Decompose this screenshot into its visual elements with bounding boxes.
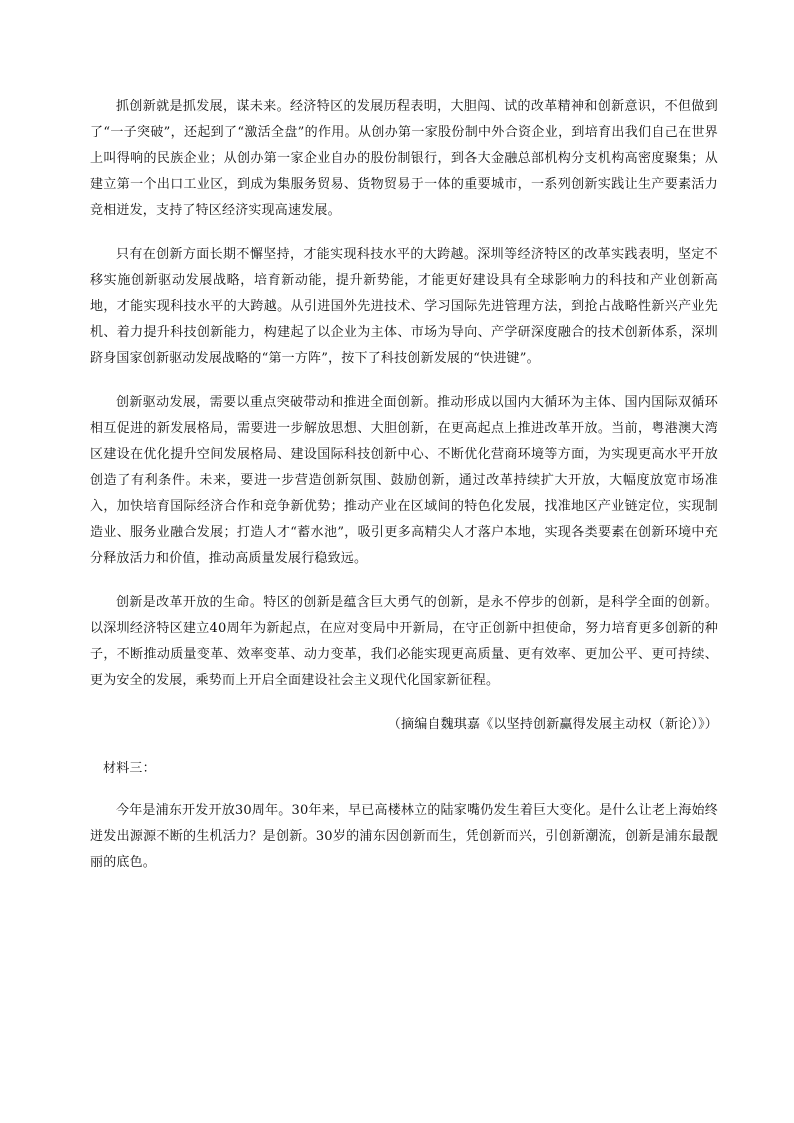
paragraph-1: 抓创新就是抓发展，谋未来。经济特区的发展历程表明，大胆闯、试的改革精神和创新意识，不但做到了“一子突破”，还起到了“激活全盘”的作用。从创办第一家股份制中外合资企业，到培育出我们自己在世界上叫得响的民族企业；从创办第一家企业自办的股份制银行，到各大金融总部机构分支机构高密度聚集；从建立第一个出口工业区，到成为集服务贸易、货物贸易于一体的重要城市，一系列创新实践让生产要素活力竞相迸发，支持了特区经济实现高速发展。 [90, 99, 718, 218]
paragraph-3: 创新驱动发展，需要以重点突破带动和推进全面创新。推动形成以国内大循环为主体、国内国际双循环相互促进的新发展格局，需要进一步解放思想、大胆创新，在更高起点上推进改革开放。当前，粤港澳大湾区建设在优化提升空间发展格局、建设国际科技创新中心、不断优化营商环境等方面，为实现更高水平开放创造了有利条件。未来，要进一步营造创新氛围、鼓励创新，通过改革持续扩大开放，大幅度放宽市场准入，加快培育国际经济合作和竞争新优势；推动产业在区域间的特色化发展，找准地区产业链定位，实现制造业、服务业融合发展；打造人才“蓄水池”，吸引更多高精尖人才落户本地，实现各类要素在创新环境中充分释放活力和价值，推动高质量发展行稳致远。 [90, 395, 718, 566]
paragraph-2: 只有在创新方面长期不懈坚持，才能实现科技水平的大跨越。深圳等经济特区的改革实践表明，坚定不移实施创新驱动发展战略，培育新动能，提升新势能，才能更好建设具有全球影响力的科技和产业创新高地，才能实现科技水平的大跨越。从引进国外先进技术、学习国际先进管理方法，到抢占战略性新兴产业先机、着力提升科技创新能力，构建起了以企业为主体、市场为导向、产学研深度融合的技术创新体系，深圳跻身国家创新驱动发展战略的“第一方阵”，按下了科技创新发展的“快进键”。 [90, 247, 718, 366]
paragraph-4: 创新是改革开放的生命。特区的创新是蕴含巨大勇气的创新，是永不停步的创新，是科学全面的创新。以深圳经济特区建立40周年为新起点，在应对变局中开新局，在守正创新中担使命，努力培育更多创新的种子，不断推动质量变革、效率变革、动力变革，我们必能实现更高质量、更有效率、更加公平、更可持续、更为安全的发展，乘势而上开启全面建设社会主义现代化国家新征程。 [90, 595, 718, 688]
document-body [90, 94, 718, 894]
source-citation: （摘编自魏琪嘉《以坚持创新赢得发展主动权（新论）》） [387, 717, 718, 732]
section-label: 材料三： [103, 761, 156, 776]
paragraph-5: 今年是浦东开发开放30周年。30年来，早已高楼林立的陆家嘴仍发生着巨大变化。是什么让老上海始终迸发出源源不断的生机活力？是创新。30岁的浦东因创新而生，凭创新而兴，引创新潮流，创新是浦东最靓丽的底色。 [90, 803, 718, 870]
